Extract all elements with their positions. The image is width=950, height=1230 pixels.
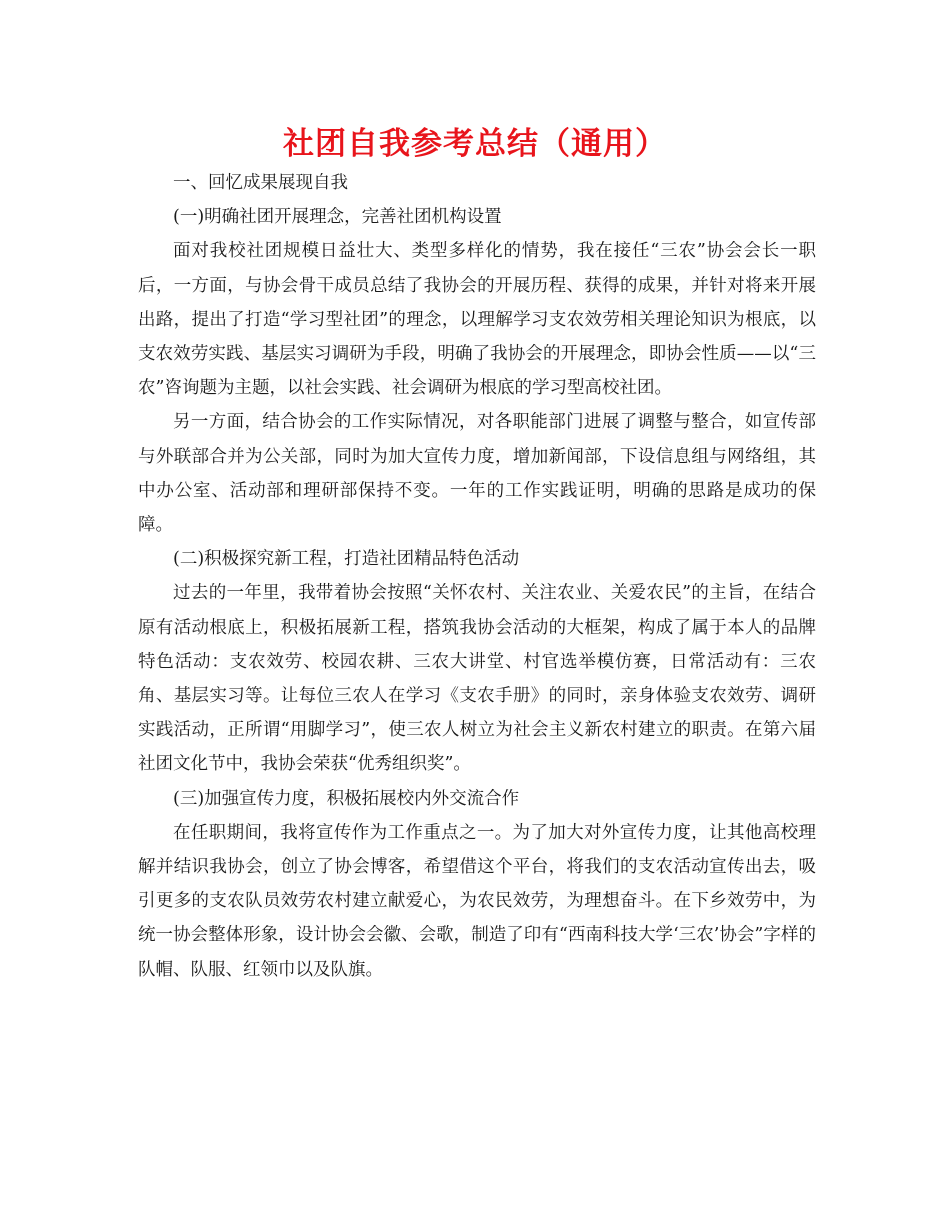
document-title: 社团自我参考总结（通用） xyxy=(283,126,667,162)
body-paragraph: 另一方面，结合协会的工作实际情况，对各职能部门进展了调整与整合，如宣传部与外联部合并为公关部，同时为加大宣传力度，增加新闻部，下设信息组与网络组，其中办公室、活动部和理研部保持不变。一年的工作实践证明，明确的思路是成功的保障。 xyxy=(138,412,816,536)
body-paragraph: 面对我校社团规模日益壮大、类型多样化的情势，我在接任“三农”协会会长一职后，一方面，与协会骨干成员总结了我协会的开展历程、获得的成果，并针对将来开展出路，提出了打造“学习型社团”的理念，以理解学习支农效劳相关理论知识为根底，以支农效劳实践、基层实习调研为手段，明确了我协会的开展理念，即协会性质——以“三农”咨询题为主题，以社会实践、社会调研为根底的学习型高校社团。 xyxy=(138,241,816,399)
subsection-heading: (三)加强宣传力度，积极拓展校内外交流合作 xyxy=(173,788,520,809)
body-paragraph: 在任职期间，我将宣传作为工作重点之一。为了加大对外宣传力度，让其他高校理解并结识我协会，创立了协会博客，希望借这个平台，将我们的支农活动宣传出去，吸引更多的支农队员效劳农村建立献爱心，为农民效劳，为理想奋斗。在下乡效劳中，为统一协会整体形象，设计协会会徽、会歌，制造了印有“西南科技大学‘三农’协会”字样的队帽、队服、红领巾以及队旗。 xyxy=(138,822,816,980)
body-paragraph: 过去的一年里，我带着协会按照“关怀农村、关注农业、关爱农民”的主旨，在结合原有活动根底上，积极拓展新工程，搭筑我协会活动的大框架，构成了属于本人的品牌特色活动：支农效劳、校园农耕、三农大讲堂、村官选举模仿赛，日常活动有：三农角、基层实习等。让每位三农人在学习《支农手册》的同时，亲身体验支农效劳、调研实践活动，正所谓“用脚学习”，使三农人树立为社会主义新农村建立的职责。在第六届社团文化节中，我协会荣获“优秀组织奖”。 xyxy=(138,583,816,775)
subsection-heading: (二)积极探究新工程，打造社团精品特色活动 xyxy=(173,549,520,570)
section-heading: 一、回忆成果展现自我 xyxy=(173,173,348,193)
document-body xyxy=(138,166,816,987)
subsection-heading: (一)明确社团开展理念，完善社团机构设置 xyxy=(173,207,502,228)
